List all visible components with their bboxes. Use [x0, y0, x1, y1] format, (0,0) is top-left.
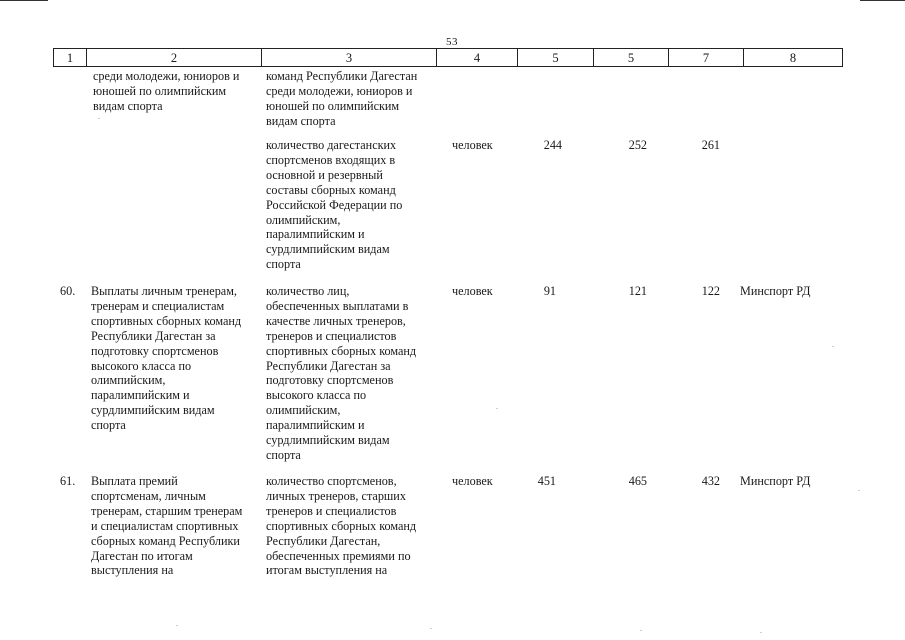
row-60-value-3: 122 [701, 284, 720, 298]
scan-speck [496, 408, 498, 409]
row-61-value-3: 432 [701, 474, 720, 488]
row-cont2-indicator: количество дагестанских спортсменов входящих в основной и резервный составы сборных команд Российской Федерации по олимпийским, паралимпийским и сурдлимпийским видам спорта [266, 138, 403, 272]
row-cont2-value-2: 252 [628, 138, 647, 152]
row-cont2-unit: человек [452, 138, 493, 152]
row-61-number: 61. [60, 474, 76, 488]
row-61-unit: человек [452, 474, 493, 488]
table-header-row [0, 0, 905, 70]
row-61-responsible: Минспорт РД [740, 474, 811, 488]
header-top-border [53, 48, 843, 49]
header-col-2: 2 [170, 51, 178, 65]
row-60-number: 60. [60, 284, 76, 298]
scan-speck [760, 632, 762, 633]
header-bottom-border [53, 66, 843, 67]
row-cont2-value-1: 244 [543, 138, 562, 152]
row-cont2-value-3: 261 [701, 138, 720, 152]
scan-speck [430, 628, 432, 629]
page-number: 53 [446, 36, 458, 48]
header-col-4: 4 [473, 51, 481, 65]
scan-speck [640, 630, 642, 631]
scan-speck [858, 490, 860, 491]
row-61-value-1: 451 [537, 474, 556, 488]
header-col-7: 7 [702, 51, 710, 65]
row-60-activity: Выплаты личным тренерам, тренерам и специалистам спортивных сборных команд Республики Дагестан за подготовку спортсменов высокого класса по олимпийским, паралимпийским и сурдлимпийским видам спорта [91, 284, 242, 433]
row-61-value-2: 465 [628, 474, 647, 488]
header-col-3: 3 [345, 51, 353, 65]
scan-speck [176, 625, 178, 626]
header-col-5: 5 [552, 51, 559, 65]
header-col-divider [842, 48, 843, 67]
row-60-indicator: количество лиц, обеспеченных выплатами в качестве личных тренеров, тренеров и специалистов спортивных сборных команд Республики Дагестан за подготовку спортсменов высокого класса по олимпийским, паралимпийским и сурдлимпийским видам спорта [266, 284, 417, 462]
row-60-responsible: Минспорт РД [740, 284, 811, 298]
row-60-value-1: 91 [543, 284, 556, 298]
scan-speck [98, 118, 100, 119]
row-cont-activity: среди молодежи, юниоров и юношей по олимпийским видам спорта [93, 69, 240, 113]
row-60-value-2: 121 [628, 284, 647, 298]
scan-speck [832, 346, 834, 347]
header-col-8: 8 [789, 51, 797, 65]
row-60-unit: человек [452, 284, 493, 298]
header-col-6: 5 [627, 51, 635, 65]
row-61-activity: Выплата премий спортсменам, личным тренерам, старшим тренерам и специалистам спортивных сборных команд Республики Дагестан по итогам выступления на [91, 474, 243, 578]
row-61-indicator: количество спортсменов, личных тренеров, старших тренеров и специалистов спортивных сборных команд Республики Дагестан, обеспеченных премиями по итогам выступления на [266, 474, 417, 578]
header-col-1: 1 [66, 51, 74, 65]
row-cont-indicator: команд Республики Дагестан среди молодежи, юниоров и юношей по олимпийским видам спорта [266, 69, 418, 128]
